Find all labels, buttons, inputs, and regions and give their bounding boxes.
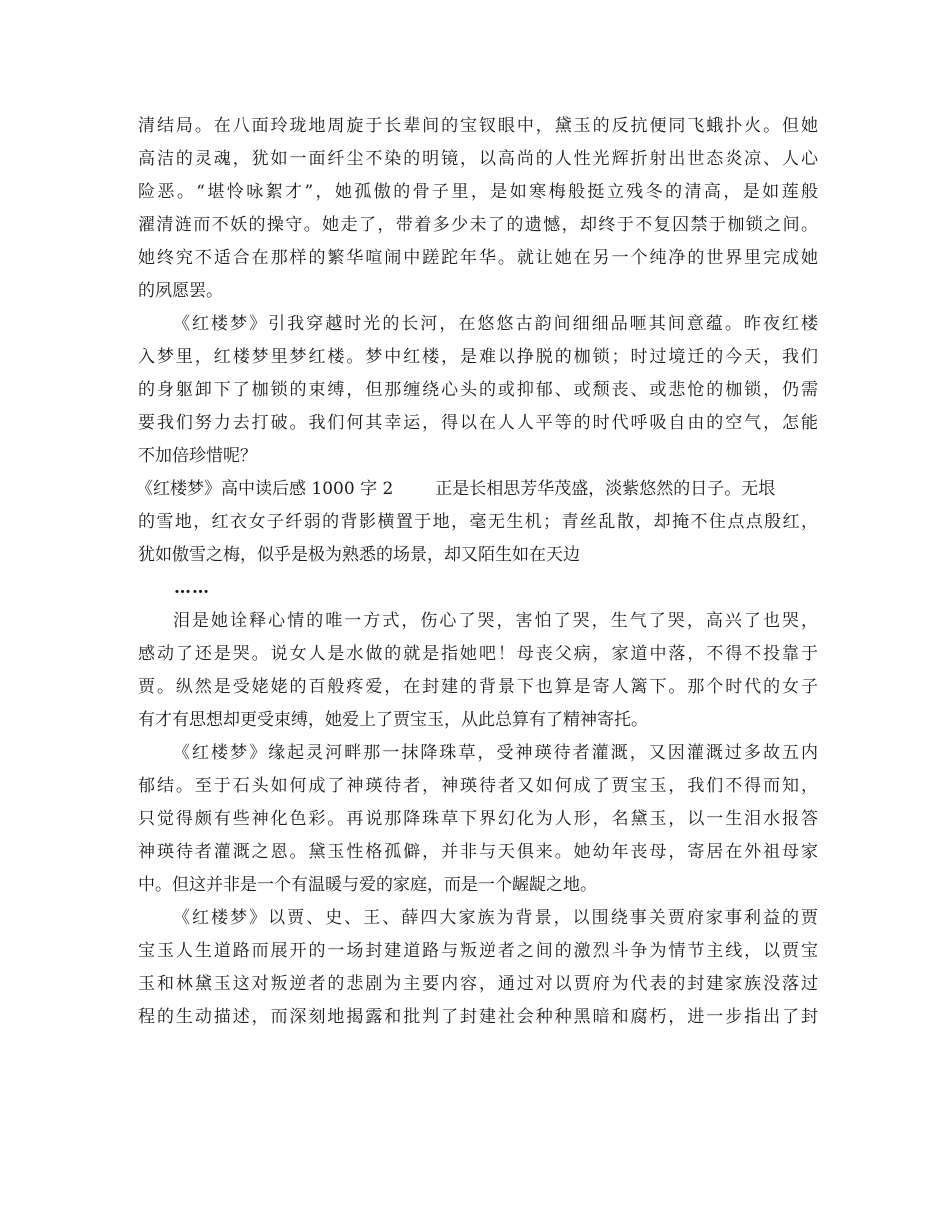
text-line: 入梦里，红楼梦里梦红楼。梦中红楼，是难以挣脱的枷锁；时过境迁的今天，我们	[138, 347, 818, 367]
paragraph-3	[138, 605, 818, 737]
text-line: 犹如傲雪之梅，似乎是极为熟悉的场景，却又陌生如在天边	[138, 545, 580, 565]
text-line: 《红楼梦》引我穿越时光的长河，在悠悠古韵间细细品咂其间意蕴。昨夜红楼	[173, 314, 818, 334]
text-line: 只觉得颇有些神化色彩。再说那降珠草下界幻化为人形，名黛玉，以一生泪水报答	[138, 809, 818, 829]
text-line: 泪是她诠释心情的唯一方式，伤心了哭，害怕了哭，生气了哭，高兴了也哭，	[173, 611, 818, 631]
text-line: 要我们努力去打破。我们何其幸运，得以在人人平等的时代呼吸自由的空气，怎能	[138, 413, 818, 433]
paragraph-4	[138, 737, 818, 902]
paragraph-1	[138, 110, 818, 308]
essay-body	[138, 110, 818, 1034]
text-line: 清结局。在八面玲珑地周旋于长辈间的宝钗眼中，黛玉的反抗便同飞蛾扑火。但她	[138, 116, 818, 136]
text-line: 《红楼梦》以贾、史、王、薛四大家族为背景，以围绕事关贾府家事利益的贾	[173, 908, 818, 928]
text-line: 有才有思想却更受束缚，她爱上了贾宝玉，从此总算有了精神寄托。	[138, 710, 648, 730]
section-heading: 《红楼梦》高中读后感 1000 字 2	[136, 479, 394, 499]
text-line: 高洁的灵魂，犹如一面纤尘不染的明镜，以高尚的人性光辉折射出世态炎凉、人心	[138, 149, 818, 169]
text-line: 郁结。至于石头如何成了神瑛待者，神瑛待者又如何成了贾宝玉，我们不得而知，	[138, 776, 818, 796]
paragraph-2	[138, 308, 818, 473]
text-line: 的雪地，红衣女子纤弱的背影横置于地，毫无生机；青丝乱散，却掩不住点点殷红，	[138, 512, 818, 532]
heading-line	[136, 473, 818, 506]
text-line: 的夙愿罢。	[138, 281, 223, 301]
section-2	[136, 473, 818, 572]
text-line: 濯清涟而不妖的操守。她走了，带着多少未了的遗憾，却终于不复囚禁于枷锁之间。	[138, 215, 818, 235]
text-line: 神瑛待者灌溉之恩。黛玉性格孤僻，并非与天俱来。她幼年丧母，寄居在外祖母家	[138, 842, 818, 862]
text-line: 的身躯卸下了枷锁的束缚，但那缠绕心头的或抑郁、或颓丧、或悲怆的枷锁，仍需	[138, 380, 818, 400]
text-line: 宝玉人生道路而展开的一场封建道路与叛逆者之间的激烈斗争为情节主线，以贾宝	[138, 941, 818, 961]
text-line: 程的生动描述，而深刻地揭露和批判了封建社会种种黑暗和腐朽，进一步指出了封	[138, 1007, 818, 1027]
text-line: 感动了还是哭。说女人是水做的就是指她吧！母丧父病，家道中落，不得不投靠于	[138, 644, 818, 664]
text-line: 她终究不适合在那样的繁华喧闹中蹉跎年华。就让她在另一个纯净的世界里完成她	[138, 248, 818, 268]
text-line: 不加倍珍惜呢？	[138, 446, 257, 466]
text-line: 玉和林黛玉这对叛逆者的悲剧为主要内容，通过对以贾府为代表的封建家族没落过	[138, 974, 818, 994]
text-line: 《红楼梦》缘起灵河畔那一抹降珠草，受神瑛待者灌溉，又因灌溉过多故五内	[173, 743, 818, 763]
paragraph-5	[138, 902, 818, 1034]
text-line: 贾。纵然是受姥姥的百般疼爱，在封建的背景下也算是寄人篱下。那个时代的女子	[138, 677, 818, 697]
text-line: 险恶。“堪怜咏絮才”，她孤傲的骨子里，是如寒梅般挺立残冬的清高，是如莲般	[138, 182, 818, 202]
ellipsis: ……	[174, 578, 210, 598]
text-line: 中。但这并非是一个有温暖与爱的家庭，而是一个龌龊之地。	[138, 875, 597, 895]
heading-line-text: 正是长相思芳华茂盛，淡紫悠然的日子。无垠	[435, 479, 776, 499]
